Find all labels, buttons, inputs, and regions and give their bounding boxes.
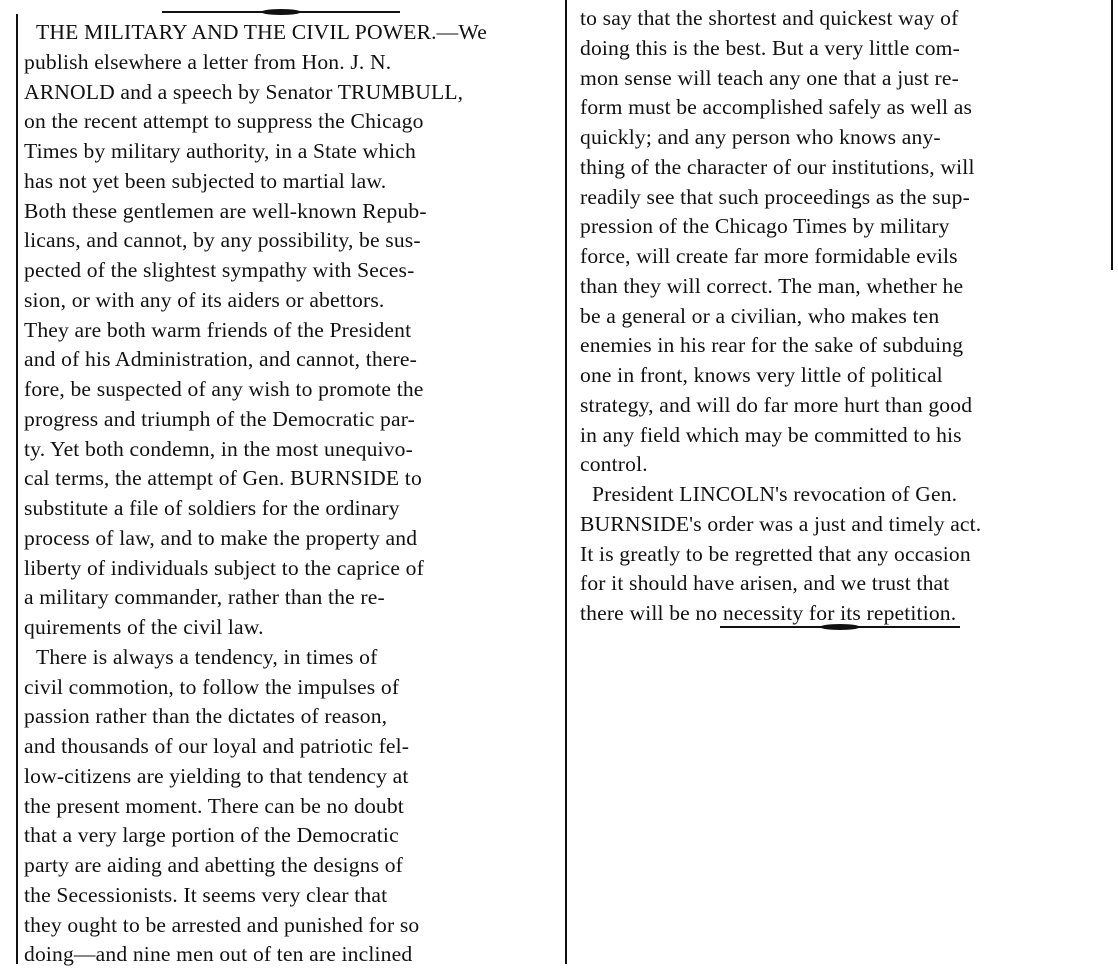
text-line: low-citizens are yielding to that tendency at [24,763,409,788]
article-headline-line: THE MILITARY AND THE CIVIL POWER.—We [36,20,487,44]
text-line: strategy, and will do far more hurt than good [580,392,973,417]
text-line: quirements of the civil law. [24,615,264,639]
text-line: ARNOLD and a speech by Senator TRUMBULL, [24,79,464,104]
text-line: It is greatly to be regretted that any occasion [580,541,971,566]
text-line: the present moment. There can be no doubt [24,793,404,818]
text-line: and thousands of our loyal and patriotic fel- [24,734,410,758]
text-line: liberty of individuals subject to the caprice of [24,555,424,580]
text-line: to say that the shortest and quickest way of [580,6,959,30]
text-line: and of his Administration, and cannot, there- [24,347,417,372]
text-line: Both these gentlemen are well-known Repub- [24,198,427,223]
text-line: mon sense will teach any one that a just re- [580,65,959,90]
text-line: sion, or with any of its aiders or abettors. [24,287,385,312]
text-line: enemies in his rear for the sake of subduing [580,333,964,358]
paragraph-start-line: President LINCOLN's revocation of Gen. [592,482,958,506]
paragraph-start-line: There is always a tendency, in times of [36,644,378,669]
top-ornamental-dash [162,10,400,14]
column-divider-rule [565,0,567,964]
text-line: on the recent attempt to suppress the Chicago [24,109,424,134]
text-line: a military commander, rather than the re- [24,585,385,610]
text-line: passion rather than the dictates of reason, [24,704,388,729]
text-line: control. [580,452,648,477]
text-line: for it should have arisen, and we trust that [580,571,950,596]
text-line: thing of the character of our institutions, will [580,154,975,179]
text-line: be a general or a civilian, who makes ten [580,303,940,328]
text-line: doing—and nine men out of ten are inclined [24,942,413,967]
text-line: they ought to be arrested and punished for so [24,912,420,937]
text-line: force, will create far more formidable evils [580,244,958,268]
text-line: substitute a file of soldiers for the ordinary [24,496,400,520]
article-column-2 [580,4,1100,629]
text-line: the Secessionists. It seems very clear that [24,882,388,907]
text-line: form must be accomplished safely as well as [580,95,973,120]
text-line: party are aiding and abetting the designs of [24,853,403,877]
text-line: pression of the Chicago Times by military [580,214,950,239]
text-line: Times by military authority, in a State which [24,139,416,163]
text-line: cal terms, the attempt of Gen. BURNSIDE to [24,466,422,491]
text-line: in any field which may be committed to his [580,422,962,447]
text-line: fore, be suspected of any wish to promote the [24,377,424,401]
text-line: BURNSIDE's order was a just and timely act. [580,511,982,536]
right-border-rule [1111,0,1113,270]
article-column-1 [24,18,544,970]
text-line: than they will correct. The man, whether he [580,273,964,298]
text-line: quickly; and any person who knows any- [580,125,941,149]
text-line: there will be no necessity for its repetition. [580,601,957,625]
text-line: publish elsewhere a letter from Hon. J. N. [24,49,392,74]
text-line: pected of the slightest sympathy with Seces- [24,258,415,282]
text-line: progress and triumph of the Democratic par- [24,406,415,431]
text-line: process of law, and to make the property and [24,525,418,550]
text-line: They are both warm friends of the President [24,317,412,342]
text-line: ty. Yet both condemn, in the most unequivo- [24,436,413,461]
text-line: doing this is the best. But a very little com- [580,35,960,60]
text-line: that a very large portion of the Democratic [24,823,399,848]
text-line: readily see that such proceedings as the sup- [580,184,970,209]
text-line: licans, and cannot, by any possibility, be sus- [24,228,421,253]
left-border-rule [16,14,18,964]
text-line: one in front, knows very little of political [580,363,943,387]
text-line: has not yet been subjected to martial law. [24,168,387,193]
text-line: civil commotion, to follow the impulses of [24,674,400,699]
